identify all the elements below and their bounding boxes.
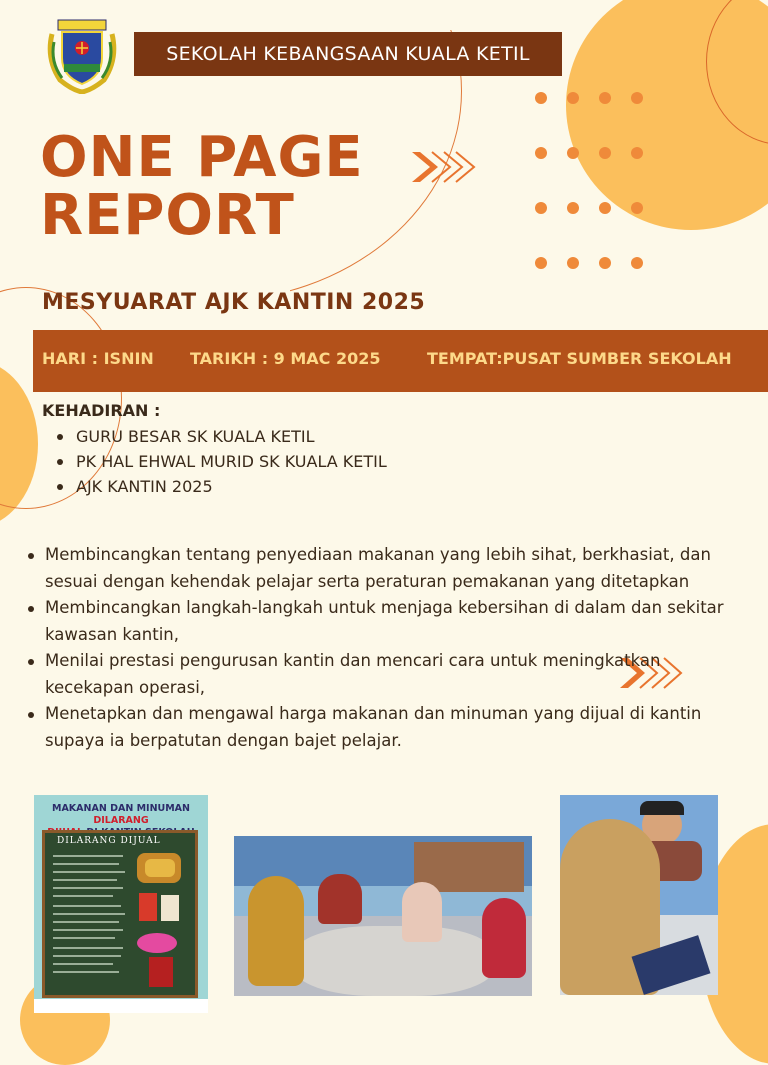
- meeting-date: TARIKH : 9 MAC 2025: [190, 349, 381, 368]
- poster-chalkboard: [42, 830, 198, 998]
- meeting-venue: TEMPAT:PUSAT SUMBER SEKOLAH: [427, 349, 732, 368]
- page-title-line2: REPORT: [40, 183, 295, 248]
- poster-footer: [34, 999, 208, 1013]
- attendance-list: [52, 424, 387, 499]
- page-title-line1: ONE PAGE: [40, 125, 364, 190]
- meeting-info-bar: [33, 330, 768, 392]
- list-item: Membincangkan langkah-langkah untuk menjaga kebersihan di dalam dan sekitar kawasan kantin,: [25, 595, 745, 648]
- poster-board-title: DILARANG DIJUAL: [57, 836, 161, 846]
- prohibited-food-poster: [34, 795, 208, 1013]
- list-item: Menetapkan dan mengawal harga makanan dan minuman yang dijual di kantin supaya ia berpatutan dengan bajet pelajar.: [25, 701, 745, 754]
- list-item: AJK KANTIN 2025: [52, 474, 387, 499]
- list-item: PK HAL EHWAL MURID SK KUALA KETIL: [52, 449, 387, 474]
- list-item: Menilai prestasi pengurusan kantin dan mencari cara untuk meningkatkan kecekapan operasi,: [25, 648, 745, 701]
- list-item: GURU BESAR SK KUALA KETIL: [52, 424, 387, 449]
- meeting-photo: [234, 836, 532, 996]
- list-item: Membincangkan tentang penyediaan makanan yang lebih sihat, berkhasiat, dan sesuai dengan kehendak pelajar serta peraturan pemakanan yang ditetapkan: [25, 542, 745, 595]
- meeting-day: HARI : ISNIN: [42, 349, 154, 368]
- poster-heading: MAKANAN DAN MINUMAN DILARANG: [52, 803, 190, 826]
- meeting-photo: [560, 795, 718, 995]
- school-crest-icon: [42, 14, 122, 94]
- attendance-heading: KEHADIRAN :: [42, 401, 161, 420]
- discussion-points: [25, 542, 745, 754]
- chevron-arrows-icon: [410, 148, 486, 186]
- school-name-banner: [134, 32, 562, 76]
- meeting-title: MESYUARAT AJK KANTIN 2025: [42, 290, 426, 315]
- school-name: SEKOLAH KEBANGSAAN KUALA KETIL: [166, 43, 530, 65]
